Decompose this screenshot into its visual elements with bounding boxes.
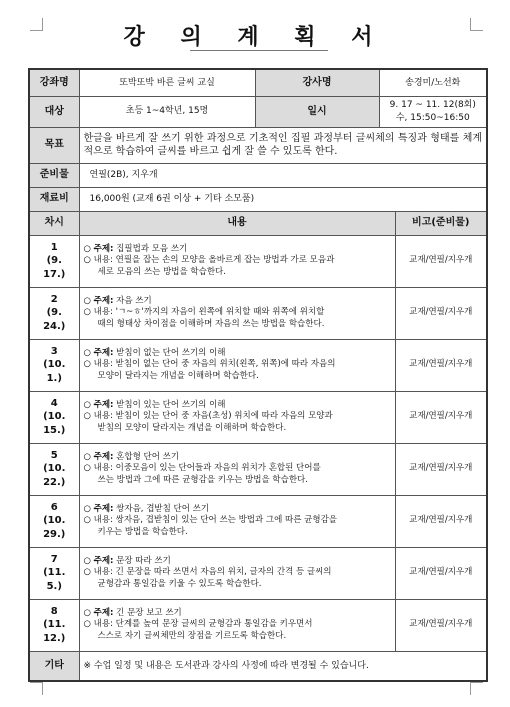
topic-label: 주제: [93,243,114,254]
session-number [29,391,79,443]
session-number [29,547,79,599]
content-line-1: 쌍자음, 겹받침이 있는 단어 쓰는 방법과 그에 따른 균형감을 [115,515,338,526]
title-underline [190,50,328,51]
content-line-1: 'ㄱ~ㅎ'까지의 자음이 왼쪽에 위치할 때와 위쪽에 위치할 [115,307,325,318]
misc-row [29,651,487,681]
goal-row [29,127,487,163]
goal-label: 목표 [29,127,79,163]
document-title: 강 의 계 획 서 [123,25,387,50]
session-note: 교재/연필/지우개 [395,287,487,339]
content-label: 내용: [93,515,113,526]
topic-text: 긴 문장 보고 쓰기 [116,607,182,618]
session-topic: ○ 주제: 받침이 있는 단어 쓰기의 이해 [83,399,226,410]
content-line-2: 때의 형태상 차이점을 이해하며 자음의 쓰는 방법을 학습한다. [97,318,325,329]
materials-row [29,163,487,187]
content-line-2: 받침의 모양이 달라지는 개념을 이해하며 학습한다. [97,422,287,433]
session-index: 5 [50,449,58,461]
session-description: ○ 내용: 긴 문장을 따라 쓰면서 자음의 위치, 글자의 간격 등 글씨의 [83,567,332,578]
session-date: (11. 5.) [43,567,66,592]
target-label: 대상 [29,96,79,127]
note-column-header: 비고(준비물) [395,211,487,235]
session-content [79,287,395,339]
session-topic: ○ 주제: 긴 문장 보고 쓰기 [83,607,182,618]
lecture-plan-table [28,68,488,682]
session-note: 교재/연필/지우개 [395,599,487,651]
materials-value: 연필(2B), 지우개 [79,163,487,187]
session-note: 교재/연필/지우개 [395,547,487,599]
topic-text: 문장 따라 쓰기 [116,555,171,566]
session-date: (10. 29.) [43,515,66,540]
topic-text: 받침이 없는 단어 쓰기의 이해 [116,347,226,358]
content-label: 내용: [93,255,113,266]
content-label: 내용: [93,619,113,630]
session-date: (10. 15.) [43,411,66,436]
instructor-value: 송경미/노선화 [379,69,487,96]
session-index: 4 [50,397,58,409]
session-date: (11. 12.) [43,619,66,644]
schedule-time: 수, 15:50~16:50 [395,112,470,123]
session-row [29,287,487,339]
content-label: 내용: [93,307,113,318]
session-number [29,339,79,391]
content-label: 내용: [93,411,113,422]
session-content [79,547,395,599]
content-line-1: 받침이 없는 단어 중 자음의 위치(왼쪽, 위쪽)에 따라 자음의 [115,359,336,370]
schedule-header-row [29,211,487,235]
topic-text: 자음 쓰기 [116,295,152,306]
session-row [29,495,487,547]
course-row [29,69,487,96]
topic-text: 집필법과 모음 쓰기 [116,243,188,254]
content-line-1: 받침이 있는 단어 중 자음(초성) 위치에 따라 자음의 모양과 [115,411,333,422]
course-label: 강좌명 [29,69,79,96]
session-description: ○ 내용: 받침이 있는 단어 중 자음(초성) 위치에 따라 자음의 모양과 [83,411,333,422]
topic-label: 주제: [93,607,114,618]
session-number [29,495,79,547]
session-index: 1 [50,241,58,253]
session-row [29,547,487,599]
session-description: ○ 내용: 연필을 잡는 손의 모양을 올바르게 잡는 방법과 가로 모음과 [83,255,335,266]
session-number [29,599,79,651]
session-index: 7 [50,553,58,565]
session-row [29,599,487,651]
session-date: (10. 22.) [43,463,66,488]
fee-row [29,187,487,211]
session-date: (10. 1.) [43,359,66,384]
topic-text: 쌍자음, 겹받침 단어 쓰기 [116,503,210,514]
content-line-2: 모양이 달라지는 개념을 이해하며 학습한다. [97,370,259,381]
content-line-2: 균형감과 통일감을 키울 수 있도록 학습한다. [97,578,262,589]
session-description: ○ 내용: 'ㄱ~ㅎ'까지의 자음이 왼쪽에 위치할 때와 위쪽에 위치할 [83,307,325,318]
session-row [29,443,487,495]
schedule-value [379,96,487,127]
session-index: 6 [50,501,58,513]
course-value: 또박또박 바른 글씨 교실 [79,69,255,96]
session-content [79,443,395,495]
topic-label: 주제: [93,503,114,514]
session-row [29,235,487,287]
session-row [29,391,487,443]
topic-label: 주제: [93,399,114,410]
content-line-1: 연필을 잡는 손의 모양을 올바르게 잡는 방법과 가로 모음과 [115,255,335,266]
topic-label: 주제: [93,295,114,306]
session-column-header: 차시 [29,211,79,235]
instructor-label: 강사명 [255,69,379,96]
session-date: (9. 24.) [43,307,66,332]
session-content [79,391,395,443]
session-index: 8 [50,605,58,617]
session-number [29,235,79,287]
session-content [79,599,395,651]
session-content [79,339,395,391]
content-line-1: 긴 문장을 따라 쓰면서 자음의 위치, 글자의 간격 등 글씨의 [115,567,332,578]
target-row [29,96,487,127]
target-value: 초등 1~4학년, 15명 [79,96,255,127]
session-index: 2 [50,293,58,305]
session-topic: ○ 주제: 문장 따라 쓰기 [83,555,171,566]
session-index: 3 [50,345,58,357]
session-note: 교재/연필/지우개 [395,235,487,287]
session-note: 교재/연필/지우개 [395,391,487,443]
goal-value: 한글을 바르게 잘 쓰기 위한 과정으로 기초적인 집필 과정부터 글씨체의 특징과 형태를 체계적으로 학습하여 글씨를 바르고 쉽게 잘 쓸 수 있도록 한다. [79,127,487,163]
content-label: 내용: [93,463,113,474]
session-topic: ○ 주제: 집필법과 모음 쓰기 [83,243,188,254]
topic-label: 주제: [93,451,114,462]
materials-label: 준비물 [29,163,79,187]
content-column-header: 내용 [79,211,395,235]
session-topic: ○ 주제: 받침이 없는 단어 쓰기의 이해 [83,347,226,358]
content-label: 내용: [93,359,113,370]
content-line-2: 스스로 자기 글씨체만의 장점을 기르도록 학습한다. [97,630,287,641]
session-description: ○ 내용: 이중모음이 있는 단어들과 자음의 위치가 혼합된 단어를 [83,463,321,474]
topic-label: 주제: [93,555,114,566]
session-number [29,443,79,495]
session-content [79,235,395,287]
schedule-label: 일시 [255,96,379,127]
crop-mark-bottom-left [30,682,43,695]
content-line-2: 키우는 방법을 학습한다. [97,526,188,537]
session-description: ○ 내용: 받침이 없는 단어 중 자음의 위치(왼쪽, 위쪽)에 따라 자음의 [83,359,336,370]
misc-label: 기타 [29,651,79,681]
fee-value: 16,000원 (교재 6권 이상 + 기타 소모품) [79,187,487,211]
content-line-2: 쓰는 방법과 그에 따른 균형감을 키우는 방법을 학습한다. [97,474,308,485]
topic-label: 주제: [93,347,114,358]
session-note: 교재/연필/지우개 [395,339,487,391]
topic-text: 받침이 있는 단어 쓰기의 이해 [116,399,226,410]
session-note: 교재/연필/지우개 [395,443,487,495]
misc-value: ※ 수업 일정 및 내용은 도서관과 강사의 사정에 따라 변경될 수 있습니다. [79,651,487,681]
session-topic: ○ 주제: 자음 쓰기 [83,295,152,306]
session-number [29,287,79,339]
schedule-dates: 9. 17 ~ 11. 12(8회) [389,100,476,111]
content-line-1: 단계를 높여 문장 글씨의 균형감과 통일감을 키우면서 [115,619,313,630]
session-row [29,339,487,391]
session-topic: ○ 주제: 혼합형 단어 쓰기 [83,451,180,462]
topic-text: 혼합형 단어 쓰기 [116,451,180,462]
session-description: ○ 내용: 단계를 높여 문장 글씨의 균형감과 통일감을 키우면서 [83,619,313,630]
session-description: ○ 내용: 쌍자음, 겹받침이 있는 단어 쓰는 방법과 그에 따른 균형감을 [83,515,338,526]
session-content [79,495,395,547]
session-topic: ○ 주제: 쌍자음, 겹받침 단어 쓰기 [83,503,210,514]
session-note: 교재/연필/지우개 [395,495,487,547]
fee-label: 재료비 [29,187,79,211]
content-line-1: 이중모음이 있는 단어들과 자음의 위치가 혼합된 단어를 [115,463,321,474]
session-date: (9. 17.) [43,255,66,280]
crop-mark-bottom-right [470,682,483,695]
content-label: 내용: [93,567,113,578]
content-line-2: 세로 모음의 쓰는 방법을 학습한다. [97,266,226,277]
